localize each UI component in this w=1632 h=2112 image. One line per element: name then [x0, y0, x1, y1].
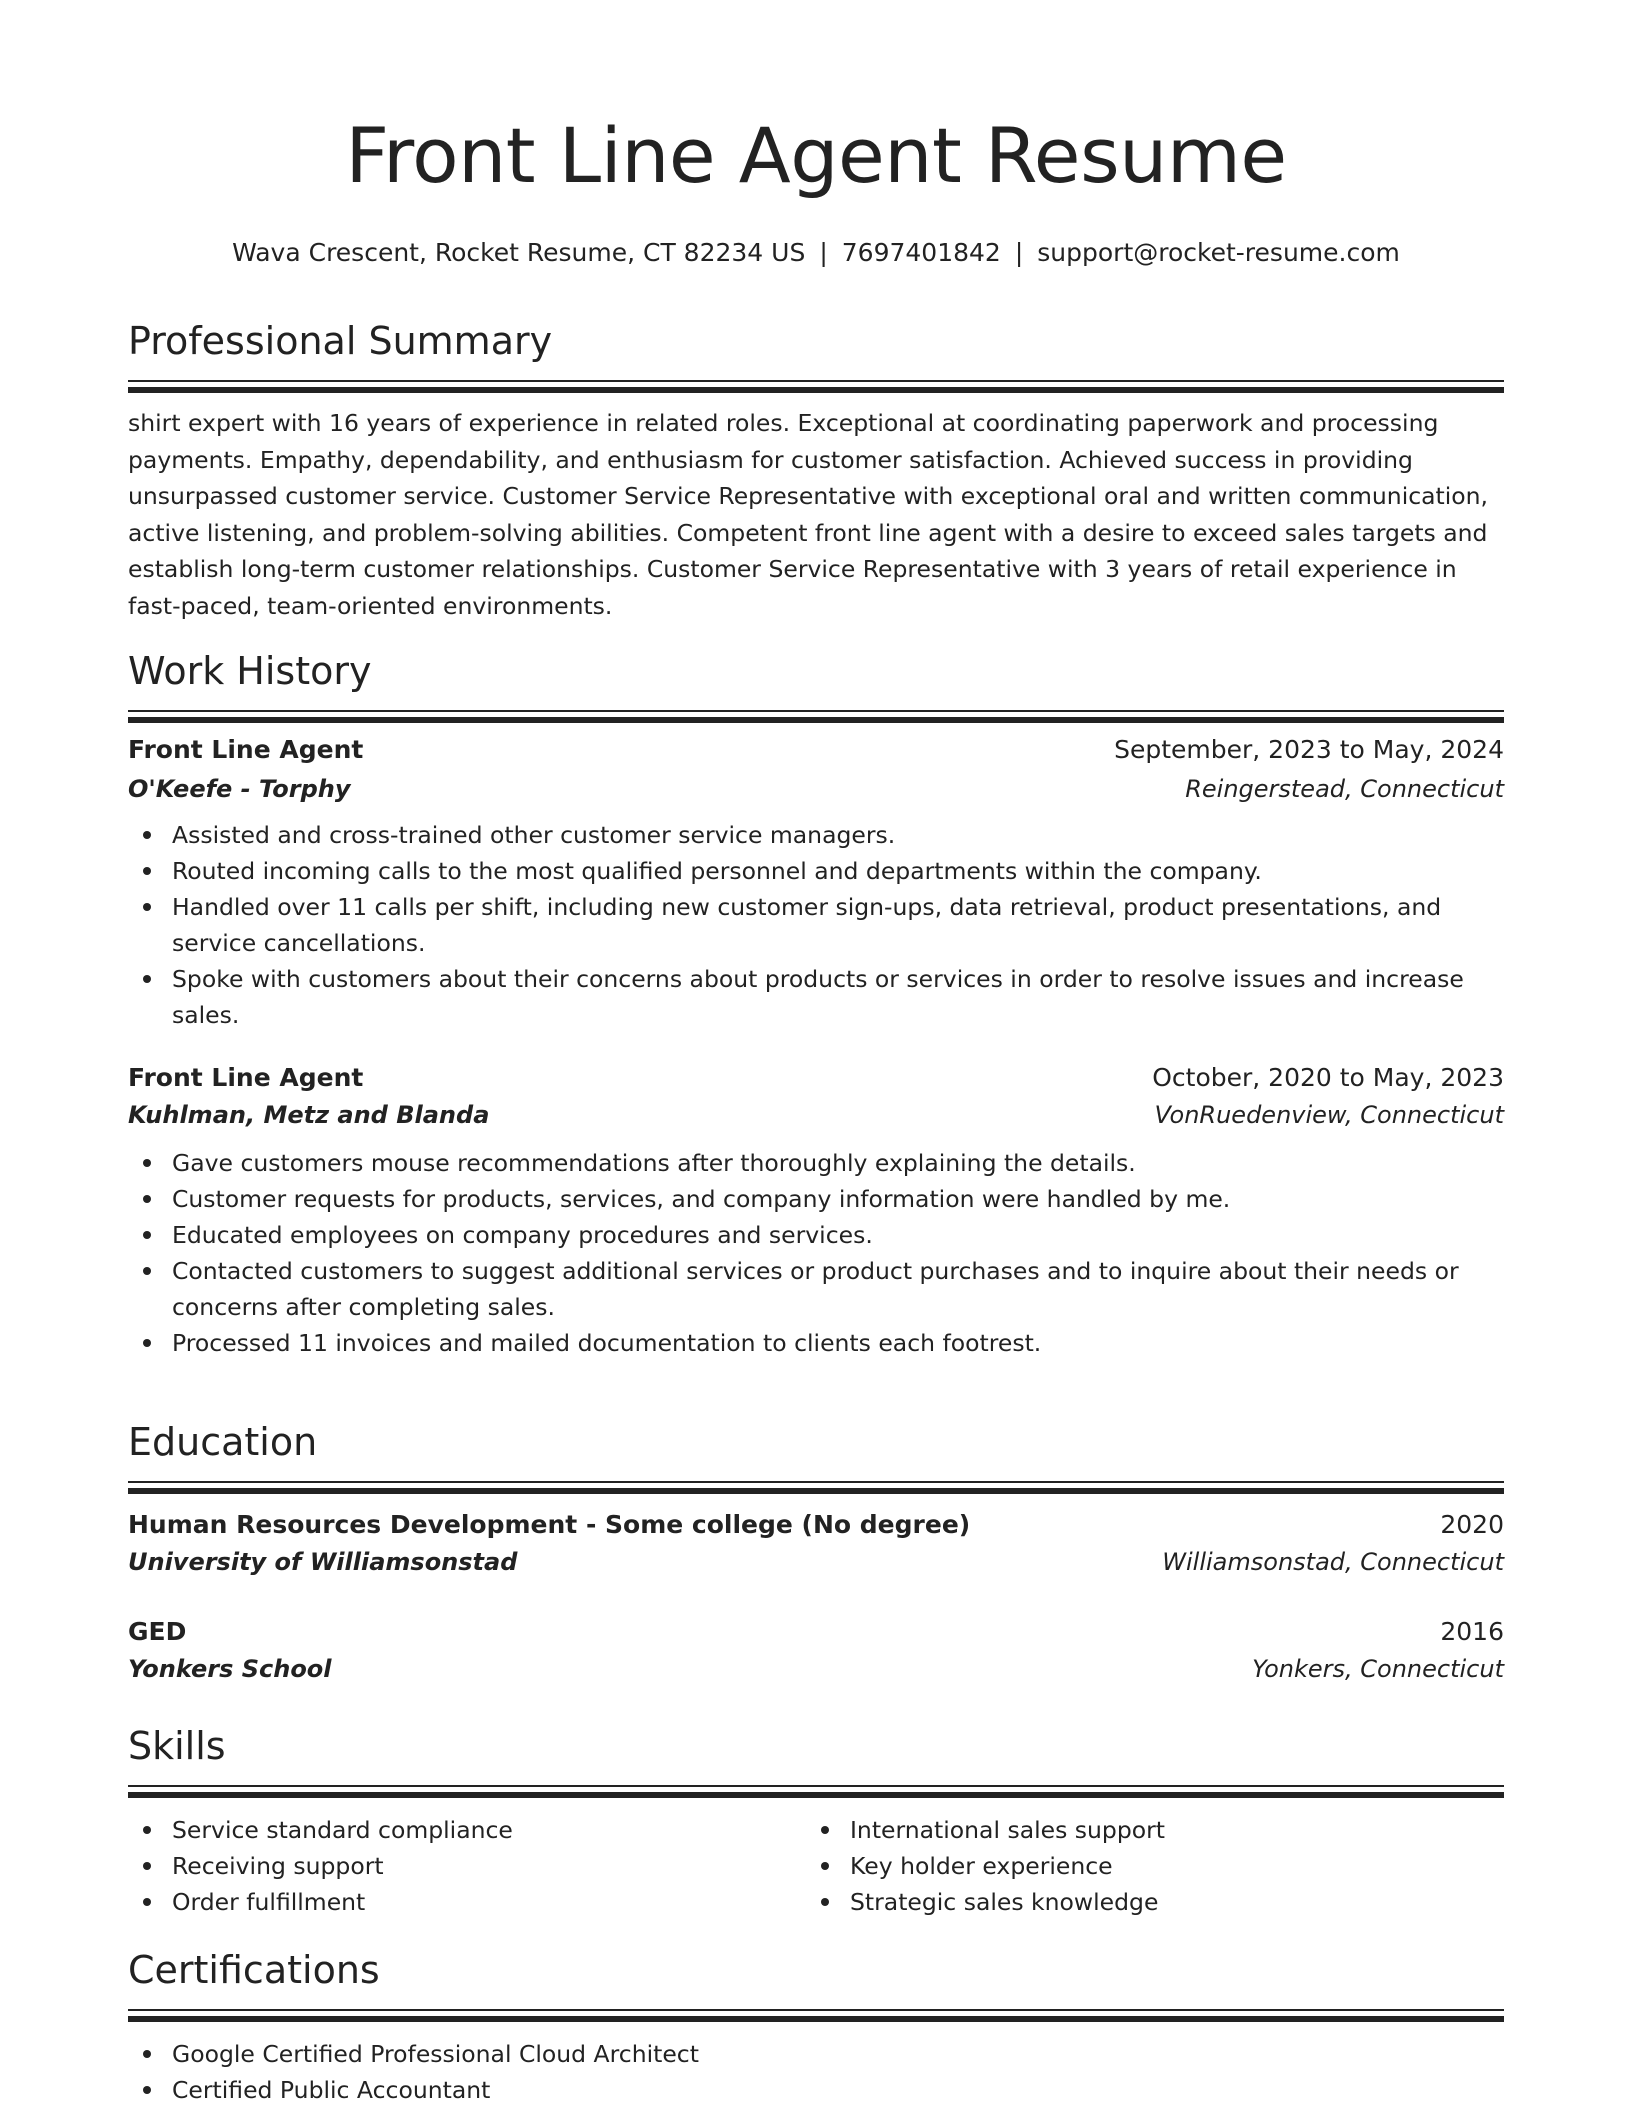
section-certifications [128, 1948, 1504, 2108]
contact-phone: 7697401842 [841, 238, 1001, 267]
job-title: Front Line Agent [128, 1063, 364, 1092]
section-education [128, 1420, 1504, 1683]
skills-list-right [806, 1812, 1484, 1920]
list-item: Order fulfillment [128, 1884, 806, 1920]
job-subheader-row [128, 777, 1504, 801]
list-item: Certified Public Accountant [128, 2072, 1504, 2108]
section-divider [128, 1481, 1504, 1494]
contact-address: Wava Crescent, Rocket Resume, CT 82234 US [232, 238, 806, 267]
job-location: VonRuedenview, Connecticut [1154, 1101, 1504, 1129]
list-item: Google Certified Professional Cloud Architect [128, 2036, 1504, 2072]
job-header-row [128, 737, 1504, 762]
section-professional-summary [128, 319, 1504, 624]
education-school: University of Williamsonstad [128, 1548, 518, 1576]
education-header-row [128, 1512, 1504, 1537]
education-location: Yonkers, Connecticut [1252, 1655, 1504, 1683]
certifications-list [128, 2036, 1504, 2108]
list-item: Receiving support [128, 1848, 806, 1884]
education-degree: GED [128, 1617, 187, 1646]
job-title: Front Line Agent [128, 735, 364, 764]
section-heading: Certifications [128, 1948, 380, 1992]
education-entry [128, 1512, 1504, 1574]
list-item: Customer requests for products, services, and company information were handled by me. [128, 1181, 1504, 1217]
section-heading: Education [128, 1420, 318, 1464]
list-item: Processed 11 invoices and mailed documentation to clients each footrest. [128, 1325, 1504, 1361]
contact-email: support@rocket-resume.com [1037, 238, 1400, 267]
list-item: Strategic sales knowledge [806, 1884, 1484, 1920]
job-location: Reingerstead, Connecticut [1185, 775, 1504, 803]
list-item: Routed incoming calls to the most qualified personnel and departments within the company. [128, 853, 1504, 889]
contact-separator: | [1014, 238, 1024, 267]
contact-line [128, 240, 1504, 265]
job-dates: October, 2020 to May, 2023 [1152, 1063, 1504, 1092]
education-school: Yonkers School [128, 1655, 332, 1683]
education-location: Williamsonstad, Connecticut [1162, 1548, 1504, 1576]
job-dates: September, 2023 to May, 2024 [1114, 735, 1504, 764]
education-entry [128, 1619, 1504, 1681]
list-item: International sales support [806, 1812, 1484, 1848]
list-item: Key holder experience [806, 1848, 1484, 1884]
section-heading: Professional Summary [128, 319, 553, 363]
skills-columns [128, 1812, 1504, 1920]
job-company: O'Keefe - Torphy [128, 775, 351, 803]
section-divider [128, 380, 1504, 393]
section-skills [128, 1724, 1504, 1920]
section-divider [128, 1785, 1504, 1798]
education-subheader-row [128, 1657, 1504, 1681]
job-bullets [128, 1145, 1504, 1361]
list-item: Assisted and cross-trained other customer service managers. [128, 817, 1504, 853]
list-item: Spoke with customers about their concerns about products or services in order to resolve issues and increase sales. [128, 961, 1504, 1033]
list-item: Handled over 11 calls per shift, including new customer sign-ups, data retrieval, product presentations, and service cancellations. [128, 889, 1504, 961]
section-heading: Skills [128, 1724, 226, 1768]
education-subheader-row [128, 1550, 1504, 1574]
section-divider [128, 2009, 1504, 2022]
section-divider [128, 710, 1504, 723]
job-subheader-row [128, 1103, 1504, 1127]
job-entry [128, 1065, 1504, 1361]
education-degree: Human Resources Development - Some college (No degree) [128, 1510, 971, 1539]
contact-separator: | [819, 238, 828, 267]
section-work-history [128, 649, 1504, 1361]
list-item: Educated employees on company procedures and services. [128, 1217, 1504, 1253]
list-item: Contacted customers to suggest additional services or product purchases and to inquire about their needs or concerns after completing sales. [128, 1253, 1504, 1325]
list-item: Service standard compliance [128, 1812, 806, 1848]
job-header-row [128, 1065, 1504, 1090]
education-year: 2016 [1440, 1617, 1504, 1646]
summary-text: shirt expert with 16 years of experience in related roles. Exceptional at coordinating paperwork and processing payments. Empathy, dependability, and enthusiasm for customer satisfaction. Achieved success in providing unsurpassed customer service. Customer Service Representative with exceptional oral and written communication, active listening, and problem-solving abilities. Competent front line agent with a desire to exceed sales targets and establish long-term customer relationships. Customer Service Representative with 3 years of retail experience in fast-paced, team-oriented environments. [128, 409, 1489, 620]
education-header-row [128, 1619, 1504, 1644]
job-company: Kuhlman, Metz and Blanda [128, 1101, 490, 1129]
skills-list-left [128, 1812, 806, 1920]
job-bullets [128, 817, 1504, 1033]
section-heading: Work History [128, 649, 372, 693]
resume-title: Front Line Agent Resume [345, 111, 1287, 200]
education-year: 2020 [1440, 1510, 1504, 1539]
list-item: Gave customers mouse recommendations after thoroughly explaining the details. [128, 1145, 1504, 1181]
job-entry [128, 737, 1504, 1033]
